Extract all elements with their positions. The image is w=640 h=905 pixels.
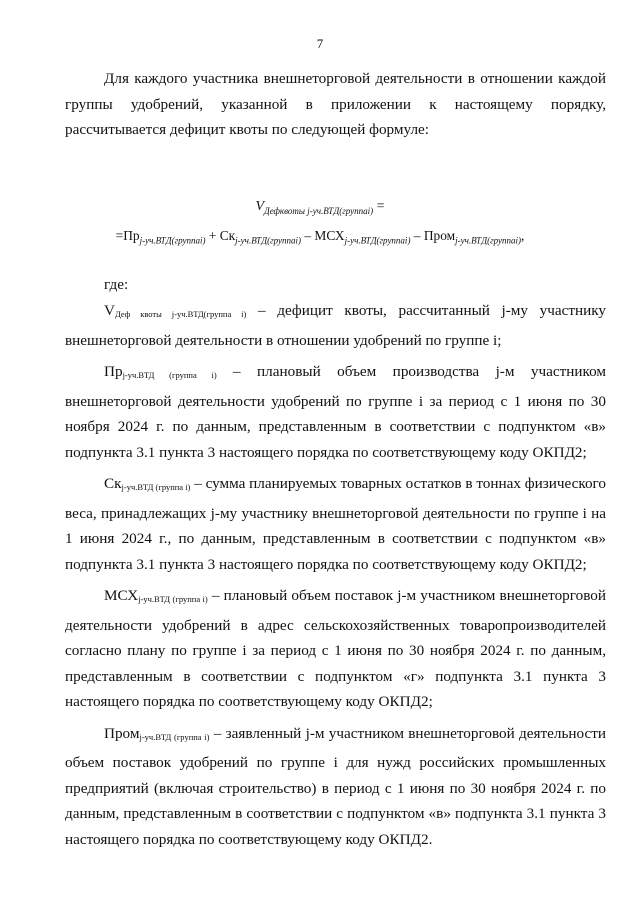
definition-industrial-supply xyxy=(65,721,606,853)
formula-lhs-equals: = xyxy=(373,199,385,214)
definition-text: – плановый объем поставок j-м участником внешнеторговой деятельности удобрений в адрес сельскохозяйственных товаропроизводителей согласно плану по группе i за период с 1 июня по 30 ноября 2024 г. по данным, представленным в соответствии с подпунктом «г» подпункта 3.1 пункта 3 настоящего порядка по соответствующему коду ОКПД2; xyxy=(65,587,606,710)
formula-op-plus: + xyxy=(205,228,220,243)
formula-term-sk-sub: j-уч.ВТД(группаi) xyxy=(235,235,302,246)
definition-text: – заявленный j-м участником внешнеторговой деятельности объем поставок удобрений по группе i для нужд российских промышленных предприятий (включая строительство) в период с 1 июня по 30 ноября 2024 г. по данным, представленным в соответствии с подпунктом «в» подпункта 3.1 пункта 3 настоящего порядка по соответствующему коду ОКПД2. xyxy=(65,724,606,848)
formula-term-msh: МСХ xyxy=(314,228,345,243)
definition-term: МСХ xyxy=(104,587,139,604)
definition-term-sub: Деф квоты j-уч.ВТД(группа i) xyxy=(114,309,247,319)
formula-lhs-symbol: V xyxy=(255,199,265,214)
definition-term: Пром xyxy=(104,724,140,742)
definition-term: Пр xyxy=(104,363,123,380)
definition-term-sub: j-уч.ВТД (группа i) xyxy=(122,370,217,380)
intro-block xyxy=(65,66,606,143)
definition-term-sub: j-уч.ВТД (группа i) xyxy=(138,594,208,604)
formula-rhs-start: = xyxy=(115,228,124,243)
definition-stock xyxy=(65,471,606,577)
definition-term: Ск xyxy=(104,475,122,492)
definition-term-sub: j-уч.ВТД (группа i) xyxy=(121,482,191,492)
definition-production xyxy=(65,359,606,465)
formula-term-sk: Ск xyxy=(219,228,236,243)
formula-op-minus-1: – xyxy=(301,228,315,243)
where-block xyxy=(65,272,606,298)
formula-line-1 xyxy=(0,199,640,216)
definition-term-sub: j-уч.ВТД (группа i) xyxy=(139,731,210,742)
definition-text: – дефицит квоты, рассчитанный j-му участнику внешнеторговой деятельности в отношении удобрений по группе i; xyxy=(65,302,606,349)
definition-text: – сумма планируемых товарных остатков в тоннах физического веса, принадлежащих j-му участнику внешнеторговой деятельности по группе i на 1 июня 2024 г., по данным, представленным в соответствии с подпунктом «в» подпункта 3.1 пункта 3 настоящего порядка по соответствующему коду ОКПД2; xyxy=(65,475,606,573)
formula-end: , xyxy=(520,228,525,243)
intro-paragraph: Для каждого участника внешнеторговой деятельности в отношении каждой группы удобрений, указанной в приложении к настоящему порядку, рассчитывается дефицит квоты по следующей формуле: xyxy=(65,70,606,138)
definition-text: – плановый объем производства j-м участником внешнеторговой деятельности удобрений по группе i за период с 1 июня по 30 ноября 2024 г. по данным, представленным в соответствии с подпунктом «в» подпункта 3.1 пункта 3 настоящего порядка по соответствующему коду ОКПД2; xyxy=(65,363,606,461)
definition-agri-supply xyxy=(65,583,606,715)
where-label: где: xyxy=(104,276,129,293)
definition-deficit xyxy=(65,298,606,353)
formula-line-2 xyxy=(0,228,640,246)
formula-term-pr-sub: j-уч.ВТД(группаi) xyxy=(139,235,206,246)
definition-term: V xyxy=(104,302,115,319)
formula-term-prom: Пром xyxy=(423,228,456,243)
formula-op-minus-2: – xyxy=(410,228,424,243)
formula-lhs-subscript: Дефквоты j-уч.ВТД(группаi) xyxy=(264,205,374,216)
definitions-list xyxy=(65,298,606,858)
formula-term-pr: Пр xyxy=(123,228,140,243)
formula-term-msh-sub: j-уч.ВТД(группаi) xyxy=(344,235,411,246)
page-number: 7 xyxy=(316,36,324,51)
formula-term-prom-sub: j-уч.ВТД(группаi) xyxy=(455,235,521,246)
